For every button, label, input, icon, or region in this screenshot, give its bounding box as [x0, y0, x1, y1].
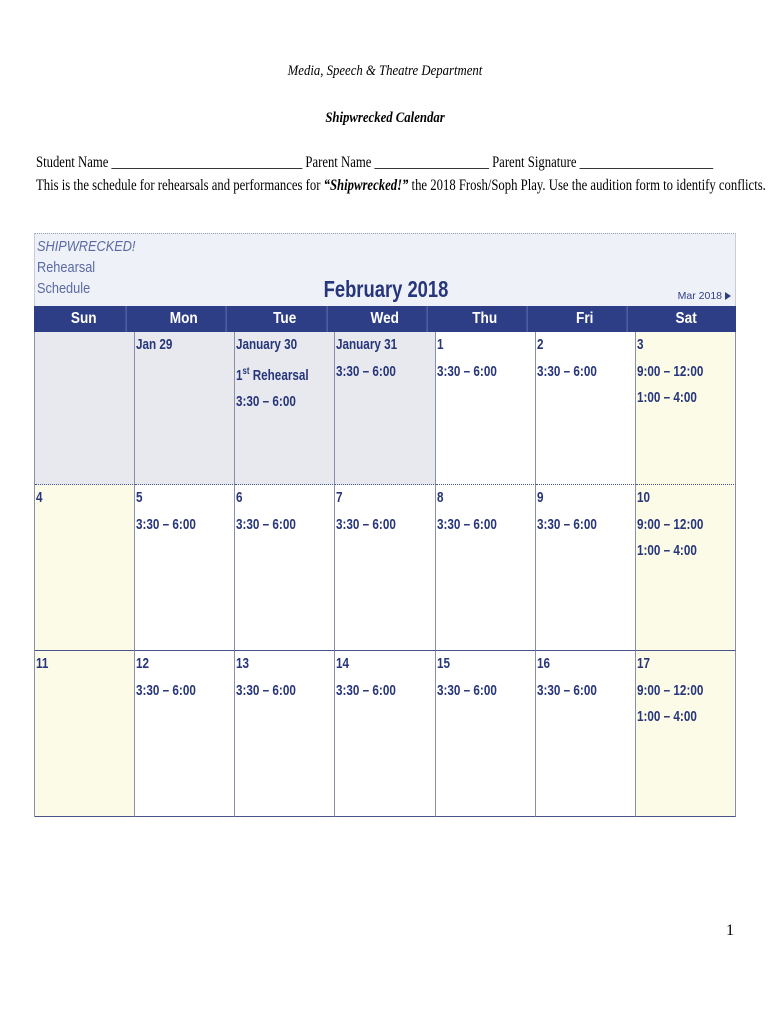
parent-signature-label: Parent Signature — [492, 154, 577, 171]
calendar-day-cell — [235, 332, 335, 485]
calendar-day-cell — [335, 332, 435, 485]
document-title: Shipwrecked Calendar — [325, 110, 445, 126]
day-header-wed: Wed — [342, 306, 427, 332]
calendar-day-cell — [536, 485, 636, 651]
day-entry: 3:30 – 6:00 — [536, 682, 597, 699]
calendar-grid — [34, 332, 736, 817]
play-title: “Shipwrecked!” — [323, 177, 409, 194]
day-date: 16 — [536, 655, 550, 672]
day-date: 1 — [436, 336, 444, 353]
day-entry: 1:00 – 4:00 — [636, 542, 697, 559]
calendar-day-cell — [436, 485, 536, 651]
day-header-sun: Sun — [42, 306, 127, 332]
day-date: 17 — [636, 655, 650, 672]
day-date: 11 — [36, 655, 49, 672]
day-date: 9 — [536, 489, 544, 506]
day-entry: 3:30 – 6:00 — [336, 363, 397, 380]
day-entry: 3:30 – 6:00 — [536, 516, 597, 533]
day-date: 8 — [436, 489, 444, 506]
day-date: 5 — [136, 489, 143, 506]
day-entry: 1:00 – 4:00 — [636, 708, 697, 725]
side-label-line-2: Rehearsal — [37, 259, 96, 276]
next-month-label: Mar 2018 — [677, 290, 722, 302]
calendar-header — [34, 233, 736, 306]
day-header-thu: Thu — [443, 306, 528, 332]
day-date: 14 — [336, 655, 350, 672]
calendar-day-cell — [436, 332, 536, 485]
day-entry: 3:30 – 6:00 — [136, 516, 196, 533]
day-date: Jan 29 — [136, 336, 173, 353]
day-date: 10 — [636, 489, 650, 506]
calendar-day-cell — [536, 651, 636, 817]
parent-name-blank[interactable]: __________________ — [374, 154, 489, 171]
day-date: January 30 — [236, 336, 298, 353]
day-entry: 1:00 – 4:00 — [636, 389, 697, 406]
next-month-link[interactable] — [678, 290, 731, 302]
calendar-day-cell — [636, 485, 736, 651]
description-post: the 2018 Frosh/Soph Play. Use the audition form to identify conflicts. — [408, 177, 766, 194]
day-entry: 3:30 – 6:00 — [236, 516, 297, 533]
day-header-tue: Tue — [242, 306, 327, 332]
day-date: 2 — [536, 336, 544, 353]
day-entry: 3:30 – 6:00 — [436, 363, 497, 380]
day-date: 3 — [636, 336, 644, 353]
day-entry: 3:30 – 6:00 — [236, 393, 297, 410]
day-date: 15 — [436, 655, 450, 672]
calendar-day-cell — [135, 485, 235, 651]
calendar-day-cell — [536, 332, 636, 485]
day-entry: 3:30 – 6:00 — [536, 363, 597, 380]
calendar — [34, 233, 736, 817]
student-name-label: Student Name — [36, 154, 109, 171]
day-date: 12 — [136, 655, 150, 672]
calendar-day-cell — [436, 651, 536, 817]
calendar-day-cell — [35, 651, 135, 817]
day-header-fri: Fri — [543, 306, 628, 332]
month-title: February 2018 — [323, 276, 449, 302]
day-entry: 3:30 – 6:00 — [436, 682, 497, 699]
day-entry: 3:30 – 6:00 — [436, 516, 497, 533]
day-date: 6 — [236, 489, 243, 506]
day-header-sat: Sat — [675, 310, 697, 327]
parent-signature-blank[interactable]: _____________________ — [579, 154, 714, 171]
day-header-mon: Mon — [142, 306, 227, 332]
side-label-line-1: SHIPWRECKED! — [37, 238, 136, 255]
schedule-description — [36, 177, 766, 195]
day-date: 4 — [36, 489, 43, 506]
day-entry: 3:30 – 6:00 — [336, 516, 397, 533]
calendar-day-cell — [35, 485, 135, 651]
description-pre: This is the schedule for rehearsals and performances for — [36, 177, 324, 194]
department-heading: Media, Speech & Theatre Department — [287, 63, 483, 79]
day-entry: 3:30 – 6:00 — [336, 682, 397, 699]
day-date: 13 — [236, 655, 250, 672]
day-entry: 1st Rehearsal — [236, 366, 309, 384]
day-entry: 9:00 – 12:00 — [636, 363, 704, 380]
calendar-day-cell — [235, 485, 335, 651]
side-label-line-3: Schedule — [37, 280, 91, 297]
day-entry: 9:00 – 12:00 — [636, 682, 704, 699]
parent-name-label: Parent Name — [305, 154, 372, 171]
page-number: 1 — [726, 922, 734, 939]
day-of-week-header — [34, 306, 736, 332]
day-entry: 9:00 – 12:00 — [636, 516, 704, 533]
calendar-day-cell — [335, 651, 435, 817]
calendar-day-cell — [135, 651, 235, 817]
play-right-icon — [725, 292, 731, 300]
calendar-day-cell — [135, 332, 235, 485]
day-entry: 3:30 – 6:00 — [236, 682, 297, 699]
day-entry: 3:30 – 6:00 — [136, 682, 196, 699]
day-date: 7 — [336, 489, 343, 506]
calendar-day-cell — [235, 651, 335, 817]
signature-fields — [36, 154, 713, 172]
day-date: January 31 — [336, 336, 398, 353]
calendar-day-cell — [636, 651, 736, 817]
calendar-day-cell — [35, 332, 135, 485]
calendar-day-cell — [636, 332, 736, 485]
student-name-blank[interactable]: ______________________________ — [111, 154, 303, 171]
calendar-day-cell — [335, 485, 435, 651]
